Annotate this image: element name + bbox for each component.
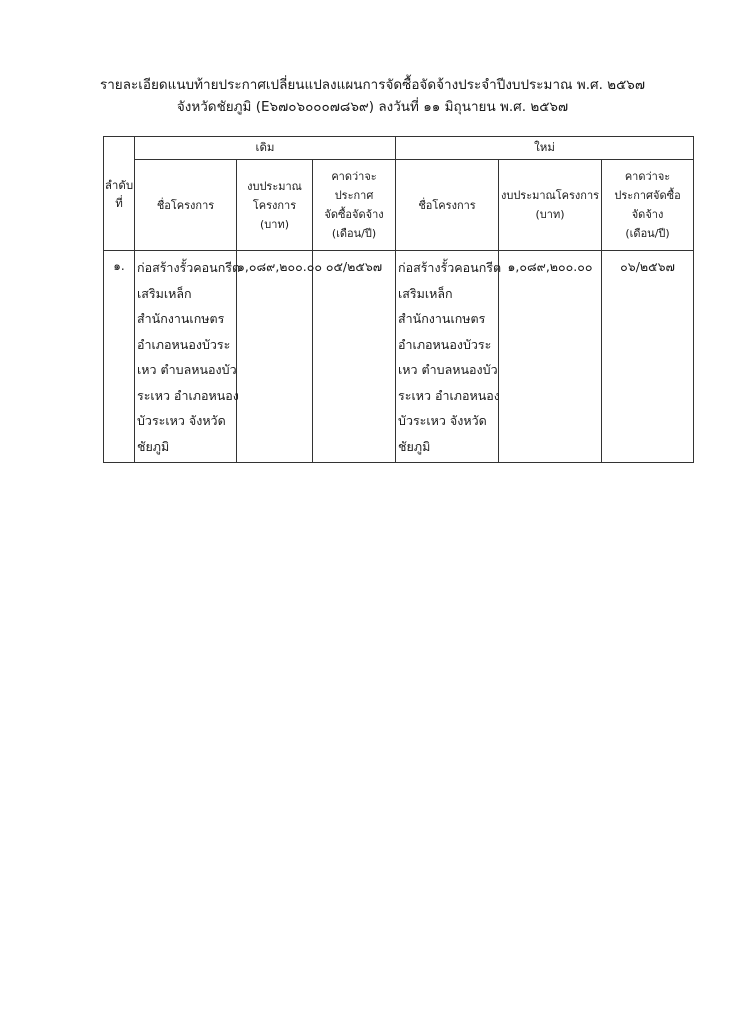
new-expected-header-line-3: จัดจ้าง (631, 208, 664, 221)
old-name-line: ชัยภูมิ (137, 438, 170, 454)
title-line-1: รายละเอียดแนบท้ายประกาศเปลี่ยนแปลงแผนการจัดซื้อจัดจ้างประจำปีงบประมาณ พ.ศ. ๒๕๖๗ (99, 77, 646, 93)
new-expected-header-line-2: ประกาศจัดซื้อ (614, 189, 681, 202)
group-header-old: เดิม (135, 137, 396, 160)
new-budget-value: ๑,๐๘๙,๒๐๐.๐๐ (499, 251, 602, 463)
column-header-new-budget (499, 160, 602, 251)
old-name-line: ก่อสร้างรั้วคอนกรีต (137, 260, 241, 275)
new-name-line: สำนักงานเกษตร (398, 311, 486, 326)
old-expected-header-line-1: คาดว่าจะประกาศ (331, 170, 377, 202)
column-header-old-name: ชื่อโครงการ (135, 160, 237, 251)
old-budget-header-line-2: โครงการ (252, 198, 297, 212)
header-row-columns (104, 160, 694, 251)
new-expected-header-line-4: (เดือน/ปี) (625, 227, 670, 240)
old-expected-header-line-3: (เดือน/ปี) (331, 227, 377, 240)
document-title (0, 74, 745, 118)
old-name-line: ระเหว อำเภอหนอง (137, 387, 239, 403)
new-name-line: ชัยภูมิ (398, 438, 431, 454)
old-name-line: อำเภอหนองบัวระ (137, 336, 231, 352)
table-row (104, 251, 694, 463)
old-name-line: สำนักงานเกษตร (137, 311, 225, 326)
new-expected-header-line-1: คาดว่าจะ (624, 170, 671, 183)
new-budget-header-line-2: (บาท) (535, 208, 565, 221)
column-header-no-line-2: ที่ (115, 195, 123, 210)
old-expected-header-line-2: จัดซื้อจัดจ้าง (324, 208, 384, 221)
new-name-line: เหว ตำบลหนองบัว (398, 362, 498, 377)
header-row-groups (104, 137, 694, 160)
column-header-new-expected (602, 160, 694, 251)
column-header-old-expected (313, 160, 396, 251)
group-header-new: ใหม่ (396, 137, 694, 160)
new-name-line: เสริมเหล็ก (398, 285, 453, 301)
old-name-line: เสริมเหล็ก (137, 285, 192, 301)
old-budget-value: ๑,๐๘๙,๒๐๐.๐๐ (237, 251, 313, 463)
new-name-line: บัวระเหว จังหวัด (398, 413, 487, 428)
procurement-plan-table (103, 136, 694, 463)
new-name-line: อำเภอหนองบัวระ (398, 336, 492, 352)
row-number: ๑. (104, 251, 135, 463)
old-name-line: บัวระเหว จังหวัด (137, 413, 226, 428)
new-name-line: ระเหว อำเภอหนอง (398, 387, 500, 403)
column-header-new-name: ชื่อโครงการ (396, 160, 499, 251)
column-header-no-line-1: ลำดับ (104, 177, 134, 192)
old-project-name (135, 251, 241, 463)
new-name-line: ก่อสร้างรั้วคอนกรีต (398, 260, 502, 275)
old-budget-header-line-1: งบประมาณ (247, 179, 302, 193)
column-header-old-budget (237, 160, 313, 251)
new-budget-header-line-1: งบประมาณโครงการ (500, 189, 600, 202)
title-line-2: จังหวัดชัยภูมิ (E๖๗๐๖๐๐๐๗๘๖๙) ลงวันที่ ๑๑ มิถุนายน พ.ศ. ๒๕๖๗ (176, 99, 569, 115)
old-name-line: เหว ตำบลหนองบัว (137, 362, 237, 377)
old-budget-header-line-3: (บาท) (260, 217, 289, 231)
new-expected-value: ๐๖/๒๕๖๗ (602, 251, 694, 463)
new-project-name (396, 251, 502, 463)
column-header-no (104, 137, 135, 251)
old-expected-value: ๐๕/๒๕๖๗ (313, 251, 396, 463)
